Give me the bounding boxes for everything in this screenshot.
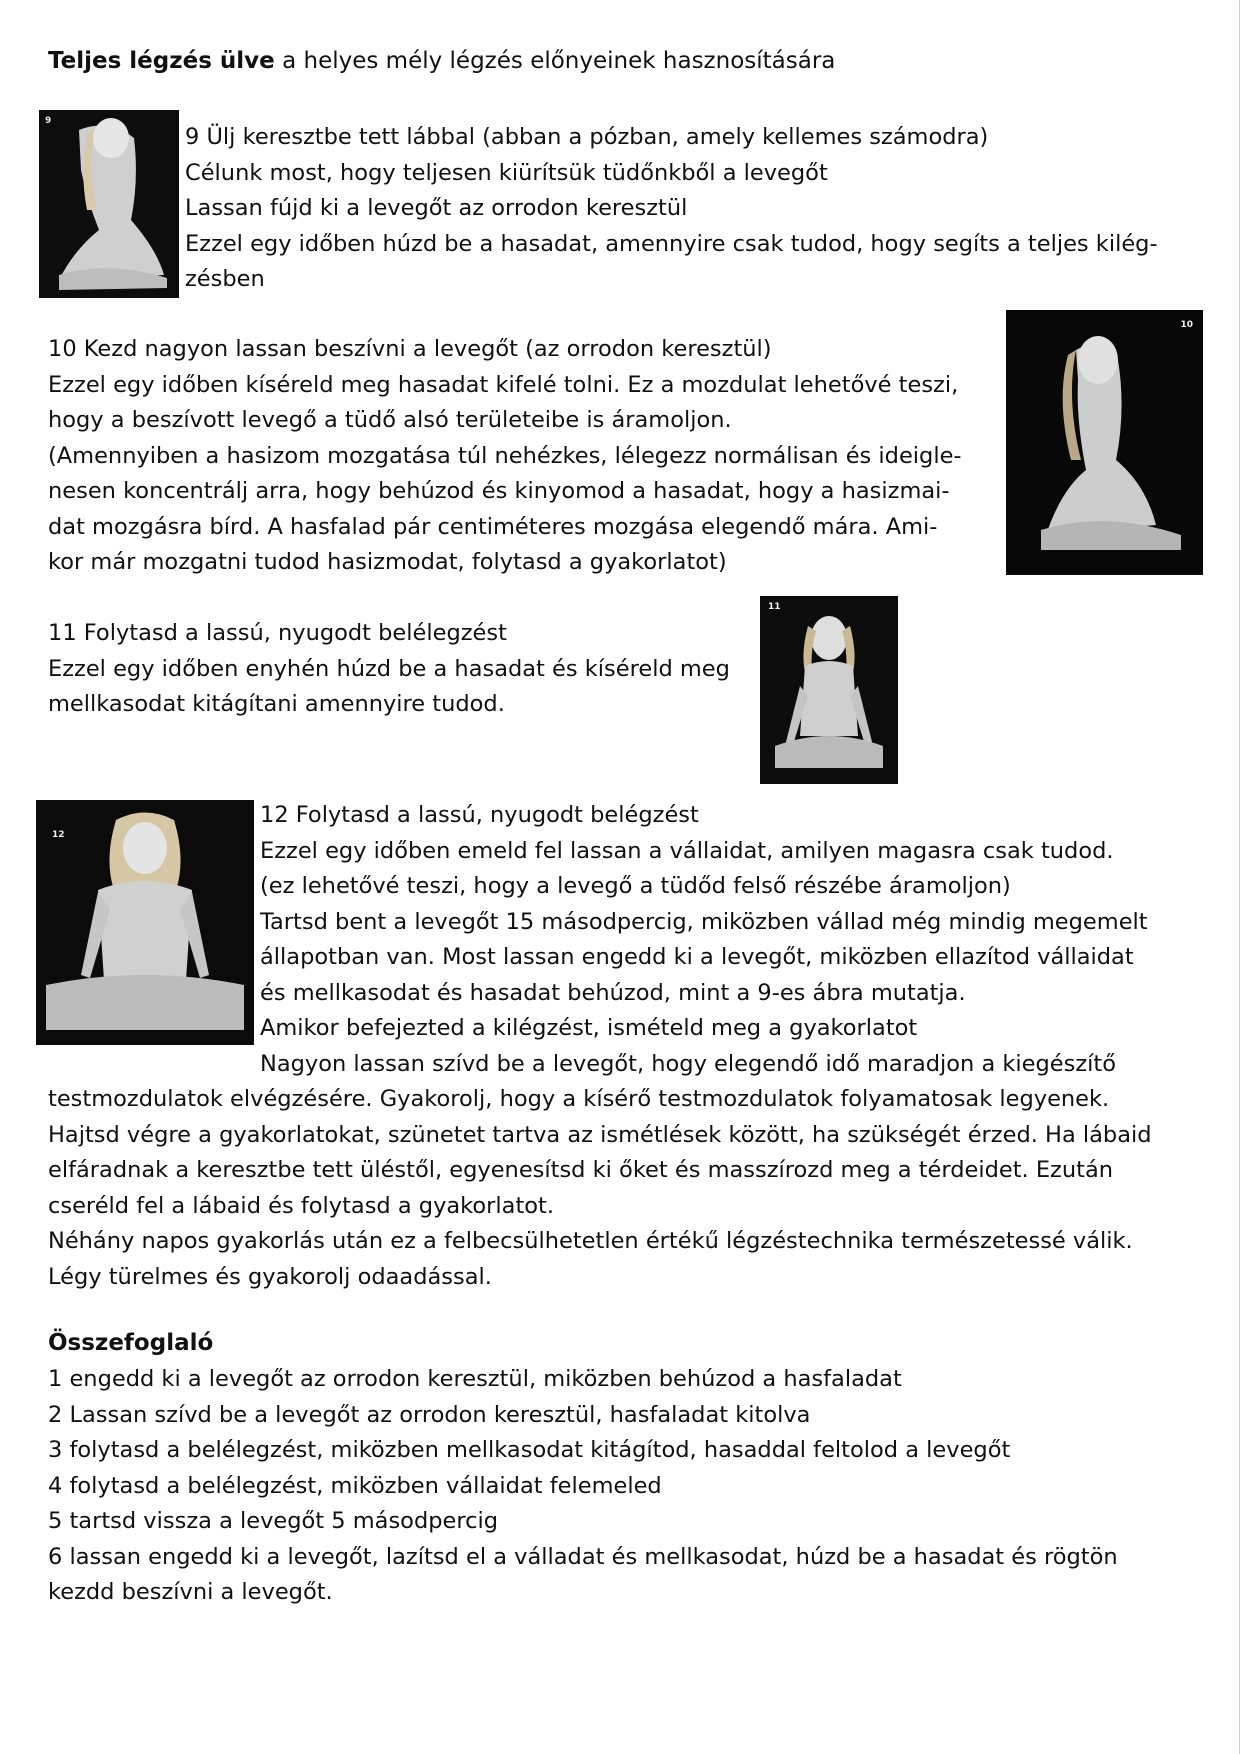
continuation-line: Hajtsd végre a gyakorlatokat, szünetet tartva az ismétlések között, ha szükségét érzed. Ha lábaid bbox=[48, 1121, 1152, 1148]
step-10-line: (Amennyiben a hasizom mozgatása túl nehézkes, lélegezz normálisan és ideigle- bbox=[48, 442, 962, 469]
continuation-line: Légy türelmes és gyakorolj odaadással. bbox=[48, 1263, 492, 1290]
figure-inhale-illustration bbox=[1006, 310, 1203, 575]
summary-line: 1 engedd ki a levegőt az orrodon keresztül, miközben behúzod a hasfaladat bbox=[48, 1366, 902, 1392]
photo-number: 11 bbox=[768, 602, 781, 612]
step-9-line: Ezzel egy időben húzd be a hasadat, amennyire csak tudod, hogy segíts a teljes kilég- bbox=[185, 230, 1158, 257]
photo-step-9 bbox=[39, 110, 179, 298]
step-12-line: állapotban van. Most lassan engedd ki a levegőt, miközben ellazítod vállaidat bbox=[260, 944, 1134, 970]
step-9-line: Célunk most, hogy teljesen kiürítsük tüdőnkből a levegőt bbox=[185, 159, 828, 186]
summary-line: 6 lassan engedd ki a levegőt, lazítsd el a válladat és mellkasodat, húzd be a hasadat és rögtön bbox=[48, 1543, 1118, 1570]
photo-number: 9 bbox=[45, 116, 52, 126]
continuation-line: elfáradnak a keresztbe tett üléstől, egyenesítsd ki őket és masszírozd meg a térdeidet. Ezután bbox=[48, 1157, 1113, 1183]
step-12-line: Ezzel egy időben emeld fel lassan a vállaidat, amilyen magasra csak tudod. bbox=[260, 837, 1114, 864]
step-9-line: 9 Ülj keresztbe tett lábbal (abban a pózban, amely kellemes számodra) bbox=[185, 124, 989, 150]
photo-number: 12 bbox=[52, 830, 65, 840]
summary-line: 4 folytasd a belélegzést, miközben vállaidat felemeled bbox=[48, 1472, 662, 1499]
step-11-text bbox=[48, 616, 730, 723]
continuation-line: testmozdulatok elvégzésére. Gyakorolj, hogy a kísérő testmozdulatok folyamatosak legyenek. bbox=[48, 1086, 1110, 1112]
step-11-line: Ezzel egy időben enyhén húzd be a hasadat és kíséreld meg bbox=[48, 655, 730, 682]
step-10-line: kor már mozgatni tudod hasizmodat, folytasd a gyakorlatot) bbox=[48, 549, 727, 575]
step-12-line: és mellkasodat és hasadat behúzod, mint a 9-es ábra mutatja. bbox=[260, 979, 966, 1006]
step-10-line: Ezzel egy időben kíséreld meg hasadat kifelé tolni. Ez a mozdulat lehetővé teszi, bbox=[48, 371, 959, 398]
step-10-line: 10 Kezd nagyon lassan beszívni a levegőt (az orrodon keresztül) bbox=[48, 336, 772, 362]
step-12-line: Tartsd bent a levegőt 15 másodpercig, miközben vállad még mindig megemelt bbox=[260, 908, 1148, 935]
photo-number: 10 bbox=[1180, 320, 1193, 330]
photo-step-10 bbox=[1006, 310, 1203, 575]
summary-line: kezdd beszívni a levegőt. bbox=[48, 1579, 333, 1605]
figure-chest-expand-illustration bbox=[760, 596, 898, 784]
step-10-line: dat mozgásra bírd. A hasfalad pár centiméteres mozgása elegendő mára. Ami- bbox=[48, 513, 938, 540]
step-9-text bbox=[185, 120, 1158, 298]
summary-line: 3 folytasd a belélegzést, miközben mellkasodat kitágítod, hasaddal feltolod a levegőt bbox=[48, 1437, 1011, 1463]
step-10-text bbox=[48, 332, 962, 581]
continuation-line: Néhány napos gyakorlás után ez a felbecsülhetetlen értékű légzéstechnika természetessé válik. bbox=[48, 1228, 1133, 1254]
figure-shoulder-raise-illustration bbox=[36, 800, 254, 1045]
step-12-line: Amikor befejezted a kilégzést, ismételd meg a gyakorlatot bbox=[260, 1015, 918, 1041]
step-10-line: hogy a beszívott levegő a tüdő alsó területeibe is áramoljon. bbox=[48, 407, 732, 433]
photo-step-11 bbox=[760, 596, 898, 784]
step-12-line: (ez lehetővé teszi, hogy a levegő a tüdőd felső részébe áramoljon) bbox=[260, 873, 1011, 899]
step-11-line: 11 Folytasd a lassú, nyugodt belélegzést bbox=[48, 620, 507, 646]
step-12-text bbox=[260, 798, 1148, 1082]
step-12-line: 12 Folytasd a lassú, nyugodt belégzést bbox=[260, 802, 699, 828]
summary-line: 5 tartsd vissza a levegőt 5 másodpercig bbox=[48, 1508, 499, 1534]
title-bold: Teljes légzés ülve bbox=[48, 48, 275, 74]
step-10-line: nesen koncentrálj arra, hogy behúzod és kinyomod a hasadat, hogy a hasizmai- bbox=[48, 478, 950, 504]
page-title bbox=[48, 48, 835, 74]
step-12-line: Nagyon lassan szívd be a levegőt, hogy elegendő idő maradjon a kiegészítő bbox=[260, 1050, 1117, 1077]
step-11-line: mellkasodat kitágítani amennyire tudod. bbox=[48, 691, 505, 717]
figure-exhale-illustration bbox=[39, 110, 179, 298]
title-rest: a helyes mély légzés előnyeinek hasznosítására bbox=[274, 48, 836, 74]
continuation-text bbox=[48, 1082, 1152, 1295]
summary-heading: Összefoglaló bbox=[48, 1330, 214, 1356]
continuation-line: cseréld fel a lábaid és folytasd a gyakorlatot. bbox=[48, 1192, 555, 1219]
summary-list bbox=[48, 1362, 1118, 1611]
photo-step-12 bbox=[36, 800, 254, 1045]
summary-line: 2 Lassan szívd be a levegőt az orrodon keresztül, hasfaladat kitolva bbox=[48, 1401, 811, 1428]
step-9-line: zésben bbox=[185, 266, 265, 292]
step-9-line: Lassan fújd ki a levegőt az orrodon keresztül bbox=[185, 195, 688, 221]
